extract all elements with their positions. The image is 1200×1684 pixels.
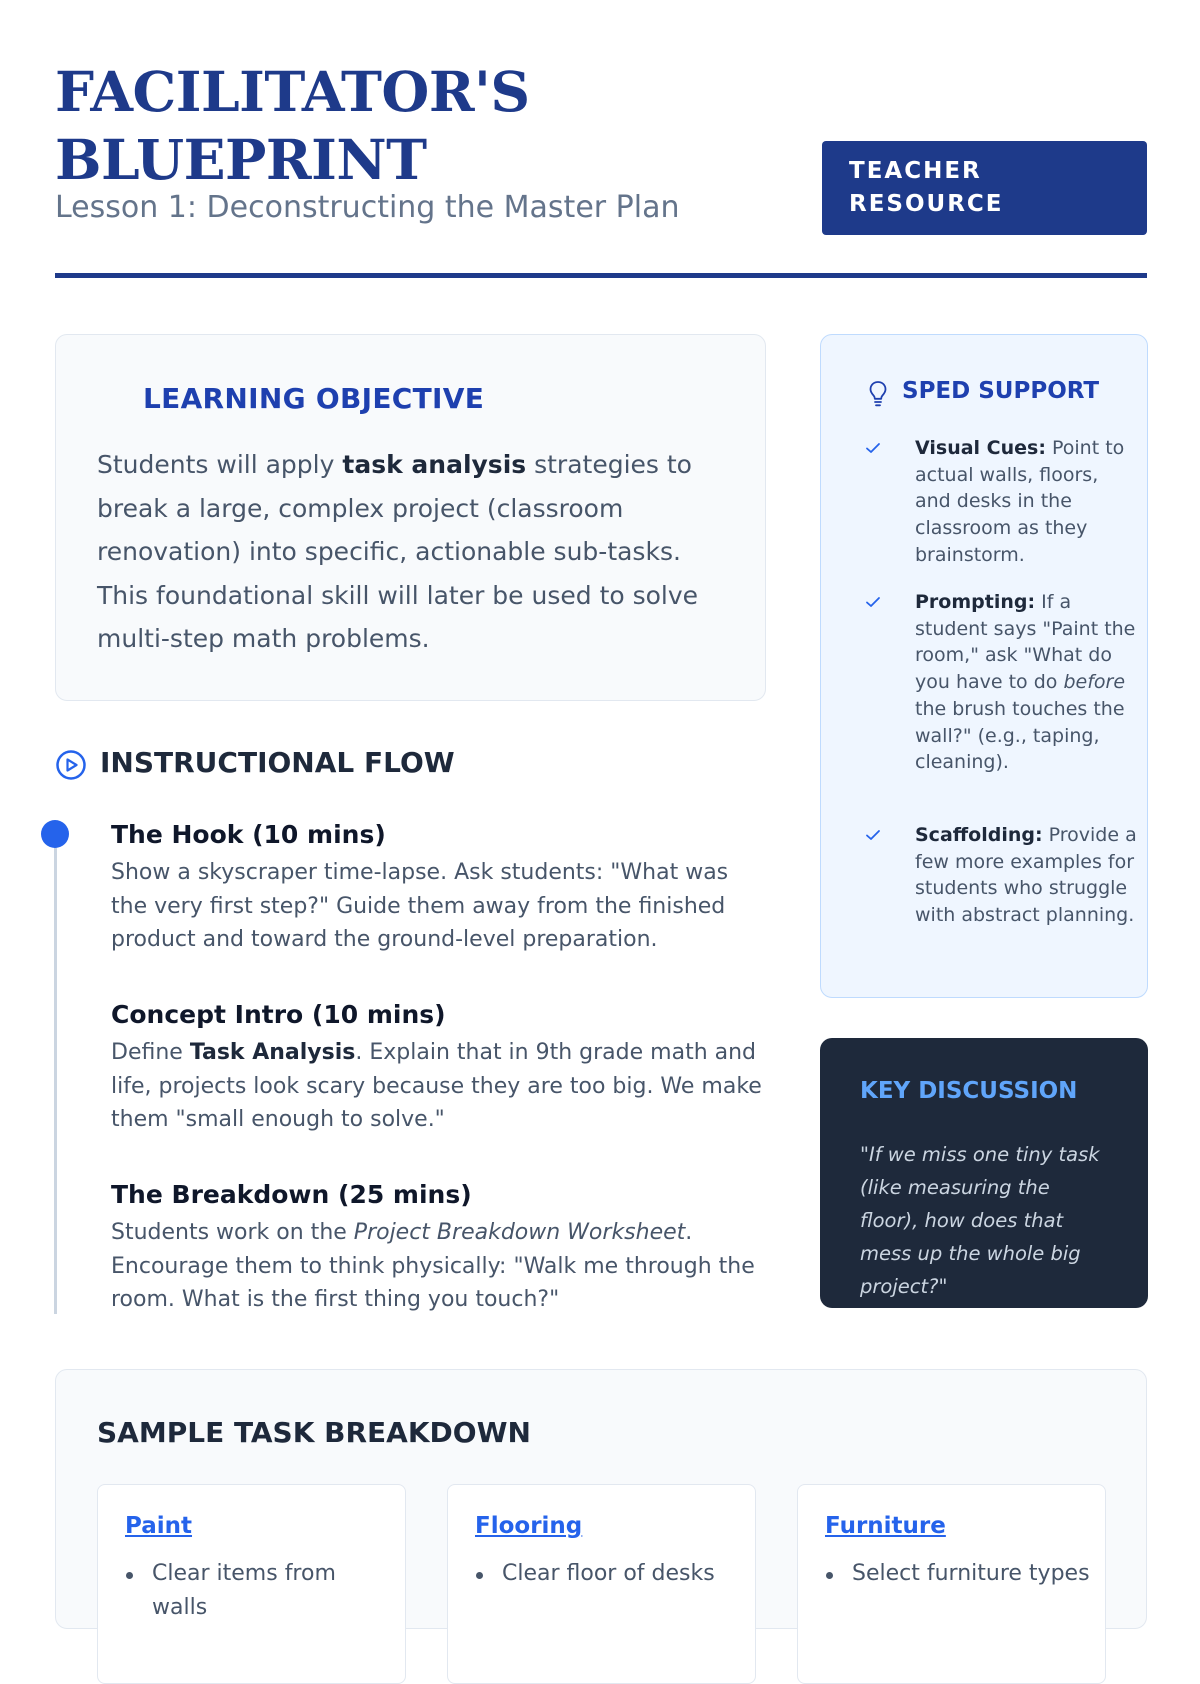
task-column-furniture xyxy=(797,1484,1106,1684)
list-item: Select furniture types xyxy=(825,1557,1090,1591)
objective-text-end: strategies to break a large, complex project (classroom renovation) into specific, actionable sub-tasks. This foundational skill will later be used to solve multi-step math problems. xyxy=(97,450,699,653)
sped-item-text xyxy=(915,589,1137,776)
flow-step-breakdown xyxy=(111,1178,771,1317)
sped-item-text xyxy=(915,435,1137,569)
objective-text-start: Students will apply xyxy=(97,450,343,479)
teacher-resource-badge xyxy=(822,141,1147,235)
step-text-end: . Encourage them to think physically: "Walk me through the room. What is the first thing you touch?" xyxy=(111,1220,755,1312)
flow-step-text: Show a skyscraper time-lapse. Ask students: "What was the very first step?" Guide them away from the finished product and toward the ground-level preparation. xyxy=(111,860,729,952)
task-column-heading-link[interactable]: Furniture xyxy=(825,1513,946,1539)
task-column-paint xyxy=(97,1484,406,1684)
task-column-heading-link[interactable]: Paint xyxy=(125,1513,193,1539)
sped-item-body-start: If a student says "Paint the room," ask "What do you have to do xyxy=(915,591,1136,694)
flow-step-title: Concept Intro (10 mins) xyxy=(111,1000,446,1029)
sped-item-italic: before xyxy=(1063,671,1126,694)
key-discussion-quote: "If we miss one tiny task (like measuring the floor), how does that mess up the whole big project?" xyxy=(860,1143,1100,1298)
learning-objective-text xyxy=(97,443,737,661)
badge-line-2: RESOURCE xyxy=(849,191,1004,217)
check-icon xyxy=(864,439,882,457)
key-discussion-card xyxy=(820,1038,1148,1308)
sped-item-label: Scaffolding: xyxy=(915,824,1043,846)
header-divider xyxy=(55,273,1147,278)
timeline-dot xyxy=(41,820,69,848)
instructional-flow-title: INSTRUCTIONAL FLOW xyxy=(100,746,455,779)
sped-item-label: Prompting: xyxy=(915,591,1036,613)
flow-step-title: The Hook (10 mins) xyxy=(111,820,386,849)
lightbulb-icon xyxy=(866,379,890,409)
task-list xyxy=(825,1557,1090,1591)
step-text-start: Students work on the xyxy=(111,1220,354,1245)
step-text-start: Define xyxy=(111,1040,190,1065)
sped-support-title: SPED SUPPORT xyxy=(902,378,1100,404)
step-text-italic: Project Breakdown Worksheet xyxy=(353,1220,686,1245)
learning-objective-title: LEARNING OBJECTIVE xyxy=(143,382,485,415)
play-circle-icon xyxy=(55,749,87,781)
step-text-emphasis: Task Analysis xyxy=(189,1040,356,1065)
list-item: Clear items from walls xyxy=(125,1557,390,1625)
task-column-flooring xyxy=(447,1484,756,1684)
flow-step-title: The Breakdown (25 mins) xyxy=(111,1180,472,1209)
key-discussion-title: KEY DISCUSSION xyxy=(860,1078,1078,1104)
sped-item-body: Point to actual walls, floors, and desks in the classroom as they brainstorm. xyxy=(915,437,1125,566)
check-icon xyxy=(864,593,882,611)
sped-item-text xyxy=(915,822,1137,929)
page-header xyxy=(55,58,1147,282)
flow-step-text xyxy=(111,1216,771,1317)
flow-step-hook xyxy=(111,818,771,957)
sped-item-body-end: the brush touches the wall?" (e.g., taping, cleaning). xyxy=(915,697,1125,774)
step-text-end: . Explain that in 9th grade math and life, projects look scary because they are too big. We make them "small enough to solve." xyxy=(111,1040,762,1132)
task-list xyxy=(125,1557,390,1625)
objective-text-emphasis: task analysis xyxy=(342,450,527,479)
timeline-line xyxy=(54,822,57,1314)
sample-task-breakdown-card xyxy=(55,1369,1147,1629)
title-line-1: FACILITATOR'S xyxy=(55,59,530,124)
page-subtitle: Lesson 1: Deconstructing the Master Plan xyxy=(55,190,680,225)
title-line-2: BLUEPRINT xyxy=(55,127,427,192)
sped-item-body: Provide a few more examples for students who struggle with abstract planning. xyxy=(915,824,1137,927)
sped-support-card xyxy=(820,334,1148,998)
sample-task-breakdown-title: SAMPLE TASK BREAKDOWN xyxy=(97,1416,531,1449)
task-list xyxy=(475,1557,740,1591)
list-item: Clear floor of desks xyxy=(475,1557,740,1591)
flow-step-concept-intro xyxy=(111,998,771,1137)
badge-line-1: TEACHER xyxy=(849,158,982,184)
learning-objective-card xyxy=(55,334,766,701)
task-column-heading-link[interactable]: Flooring xyxy=(475,1513,583,1539)
flow-step-text xyxy=(111,1036,771,1137)
check-icon xyxy=(864,826,882,844)
sped-item-label: Visual Cues: xyxy=(915,437,1046,459)
